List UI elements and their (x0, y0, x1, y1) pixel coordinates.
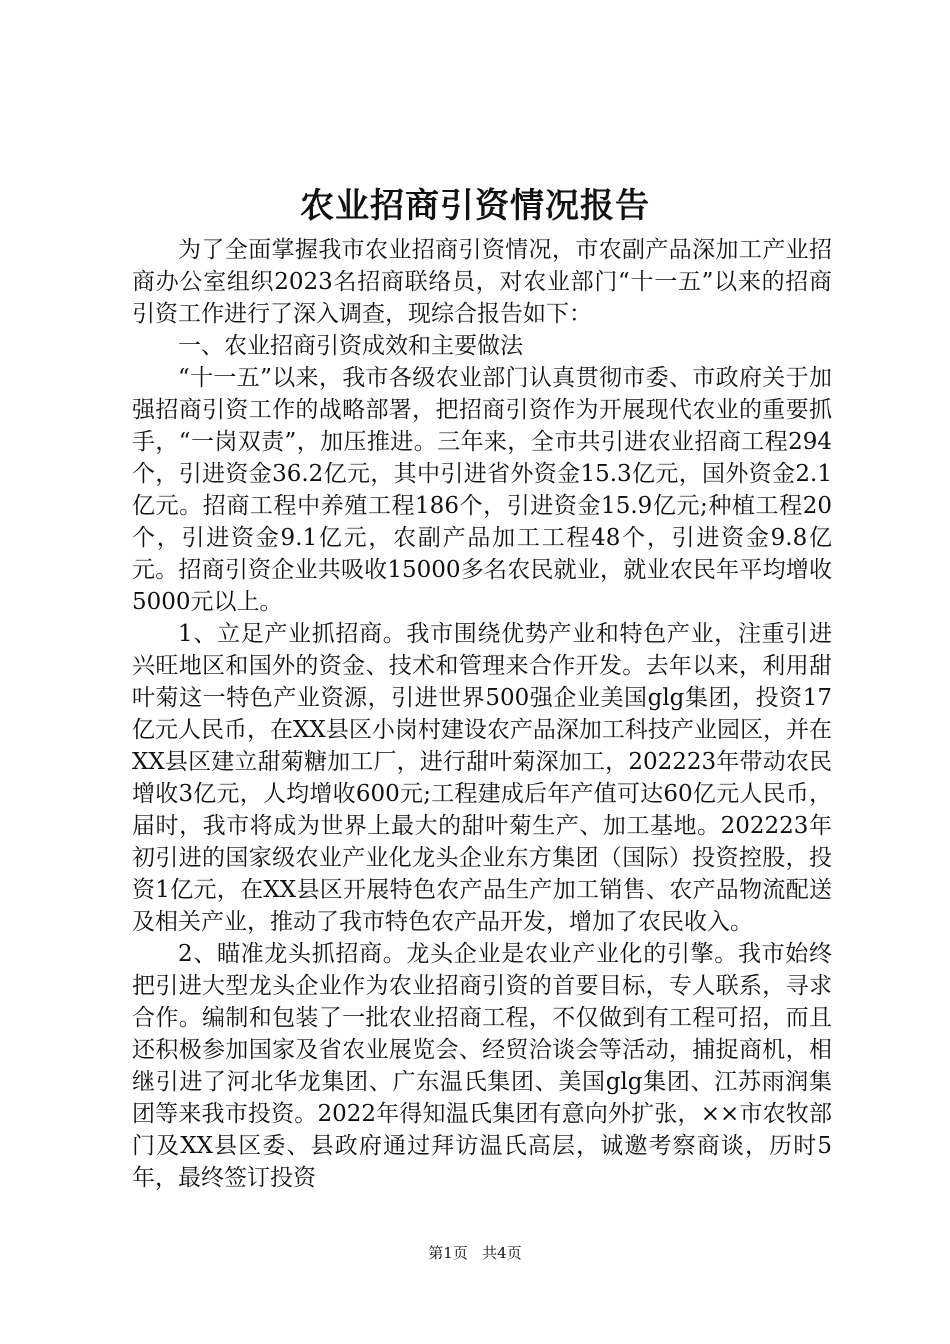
intro-paragraph: 为了全面掌握我市农业招商引资情况，市农副产品深加工产业招商办公室组织2023名招商联络员，对农业部门“十一五”以来的招商引资工作进行了深入调查，现综合报告如下： (132, 237, 832, 327)
document-body (132, 234, 832, 1194)
page-number: 第1页 (428, 1244, 468, 1262)
page-total: 共4页 (482, 1244, 522, 1262)
industry-investment-paragraph: 1、立足产业抓招商。我市围绕优势产业和特色产业，注重引进兴旺地区和国外的资金、技术和管理来合作开发。去年以来，利用甜叶菊这一特色产业资源，引进世界500强企业美国glg集团，投资17亿元人民币，在XX县区小岗村建设农产品深加工科技产业园区，并在XX县区建立甜菊糖加工厂，进行甜叶菊深加工，202223年带动农民增收3亿元，人均增收600元;工程建成后年产值可达60亿元人民币，届时，我市将成为世界上最大的甜叶菊生产、加工基地。202223年初引进的国家级农业产业化龙头企业东方集团（国际）投资控股，投资1亿元，在XX县区开展特色农产品生产加工销售、农产品物流配送及相关产业，推动了我市特色农产品开发，增加了农民收入。 (132, 621, 832, 935)
page-footer (0, 1243, 950, 1263)
leading-enterprise-paragraph: 2、瞄准龙头抓招商。龙头企业是农业产业化的引擎。我市始终把引进大型龙头企业作为农业招商引资的首要目标，专人联系，寻求合作。编制和包装了一批农业招商工程，不仅做到有工程可招，而且还积极参加国家及省农业展览会、经贸洽谈会等活动，捕捉商机，相继引进了河北华龙集团、广东温氏集团、美国glg集团、江苏雨润集团等来我市投资。2022年得知温氏集团有意向外扩张，××市农牧部门及XX县区委、县政府通过拜访温氏高层，诚邀考察商谈，历时5年，最终签订投资 (132, 941, 832, 1191)
summary-paragraph: “十一五”以来，我市各级农业部门认真贯彻市委、市政府关于加强招商引资工作的战略部署，把招商引资作为开展现代农业的重要抓手，“一岗双责”，加压推进。三年来，全市共引进农业招商工程294个，引进资金36.2亿元，其中引进省外资金15.3亿元，国外资金2.1亿元。招商工程中养殖工程186个，引进资金15.9亿元;种植工程20个，引进资金9.1亿元，农副产品加工工程48个，引进资金9.8亿元。招商引资企业共吸收15000多名农民就业，就业农民年平均增收5000元以上。 (132, 365, 832, 615)
document-title: 农业招商引资情况报告 (300, 186, 650, 226)
section-heading-1: 一、农业招商引资成效和主要做法 (178, 333, 523, 359)
page-separator (473, 1244, 478, 1262)
